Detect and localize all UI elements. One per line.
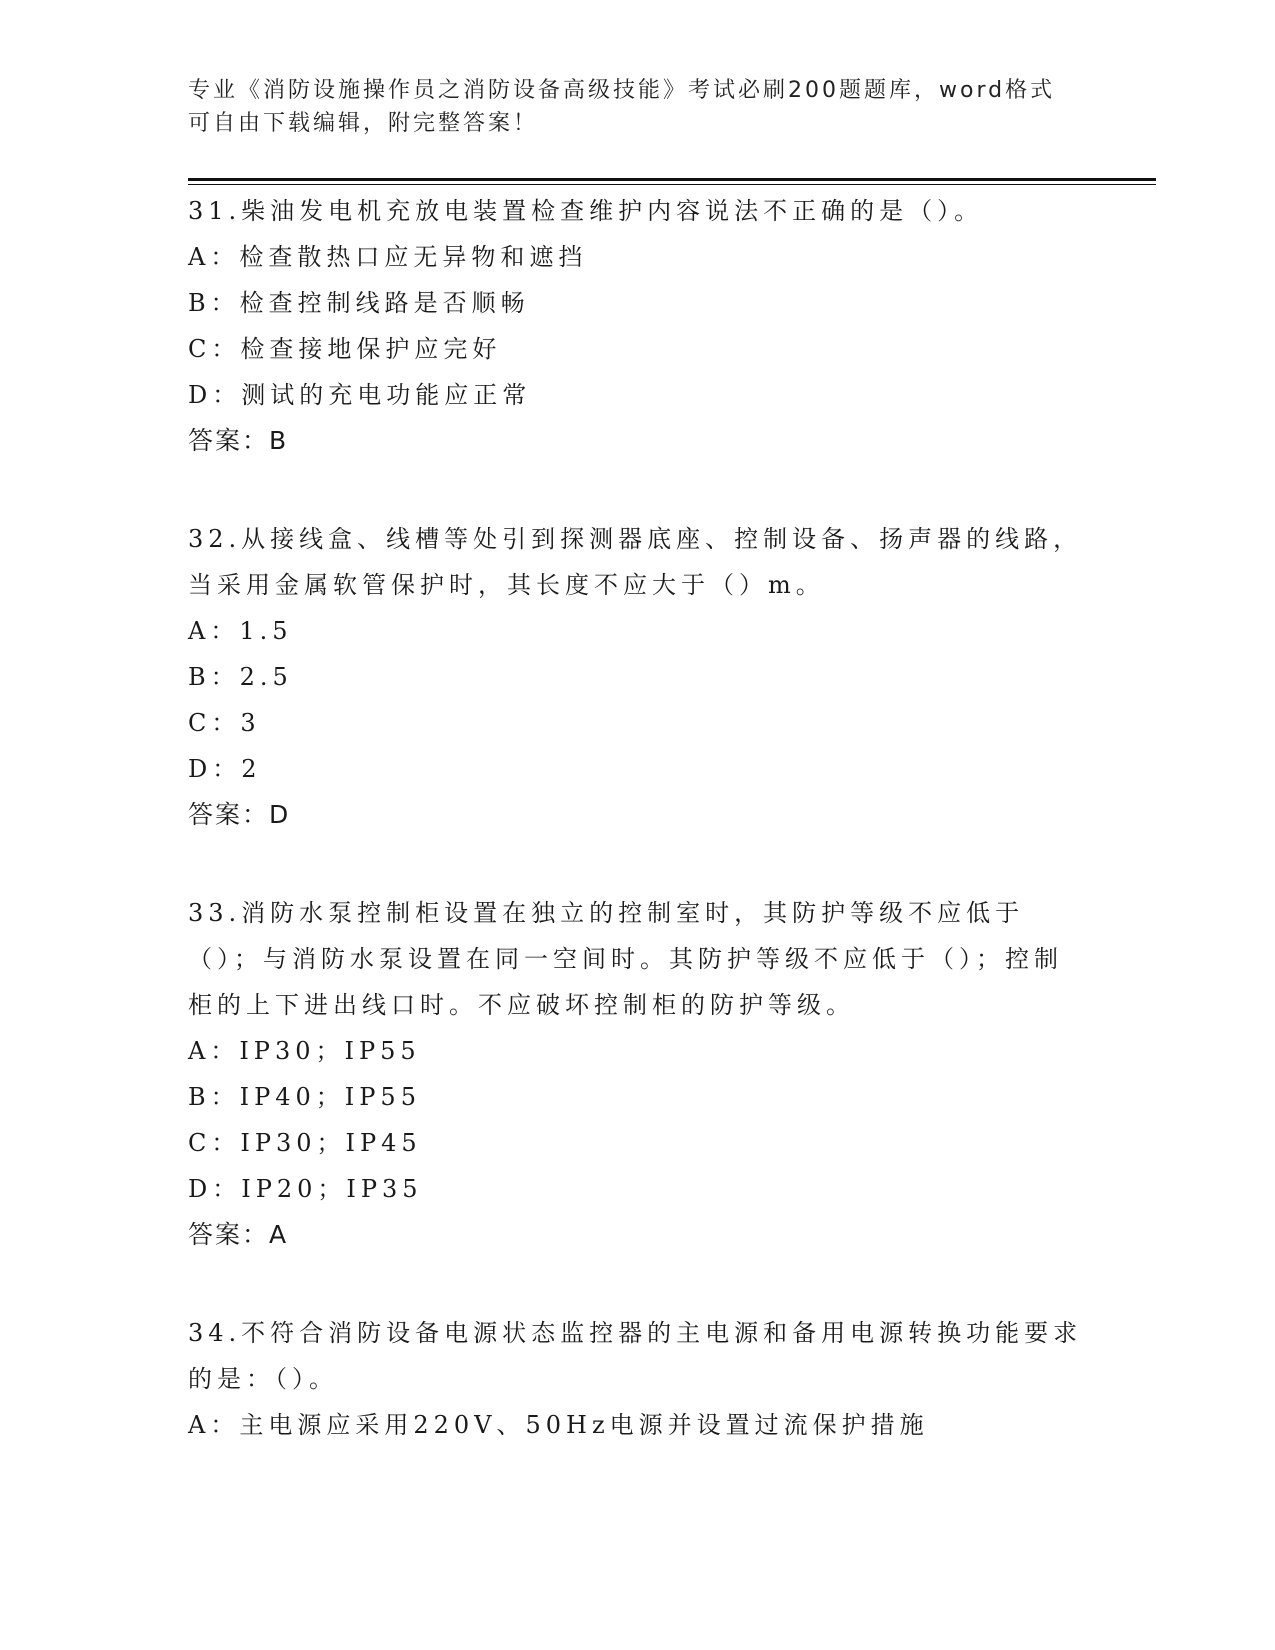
answer: 答案：D [188,800,291,829]
question-text: 33.消防水泵控制柜设置在独立的控制室时，其防护等级不应低于（）；与消防水泵设置在同一空间时。其防护等级不应低于（）；控制柜的上下进出线口时。不应破坏控制柜的防护等级。 [188,899,1063,1019]
option-a: A：1.5 [188,617,293,645]
option-a: A：主电源应采用220V、50Hz电源并设置过流保护措施 [188,1411,929,1439]
option-d: D：测试的充电功能应正常 [188,381,532,409]
option-a: A：检查散热口应无异物和遮挡 [188,243,588,271]
question-text: 31.柴油发电机充放电装置检查维护内容说法不正确的是（）。 [188,197,984,225]
document-header: 专业《消防设施操作员之消防设备高级技能》考试必刷200题题库，word格式可自由下载编辑，附完整答案！ [188,78,1056,136]
question-32 [188,516,1088,838]
question-31 [188,188,1088,464]
question-text: 34.不符合消防设备电源状态监控器的主电源和备用电源转换功能要求的是：（）。 [188,1319,1083,1393]
option-d: D：2 [188,755,262,783]
option-d: D：IP20；IP35 [188,1175,423,1203]
answer: 答案：A [188,1220,289,1249]
option-b: B：检查控制线路是否顺畅 [188,289,530,317]
question-34 [188,1310,1088,1448]
option-c: C：IP30；IP45 [188,1129,422,1157]
header-divider-thick [188,178,1156,181]
option-c: C：3 [188,709,261,737]
question-33 [188,890,1088,1258]
option-c: C：检查接地保护应完好 [188,335,502,363]
option-b: B：IP40；IP55 [188,1083,421,1111]
question-text: 32.从接线盒、线槽等处引到探测器底座、控制设备、扬声器的线路，当采用金属软管保护时，其长度不应大于（）m。 [188,525,1083,599]
answer: 答案：B [188,426,289,455]
question-list [188,188,1088,1500]
option-a: A：IP30；IP55 [188,1037,421,1065]
option-b: B：2.5 [188,663,293,691]
header-divider-thin [188,184,1156,185]
